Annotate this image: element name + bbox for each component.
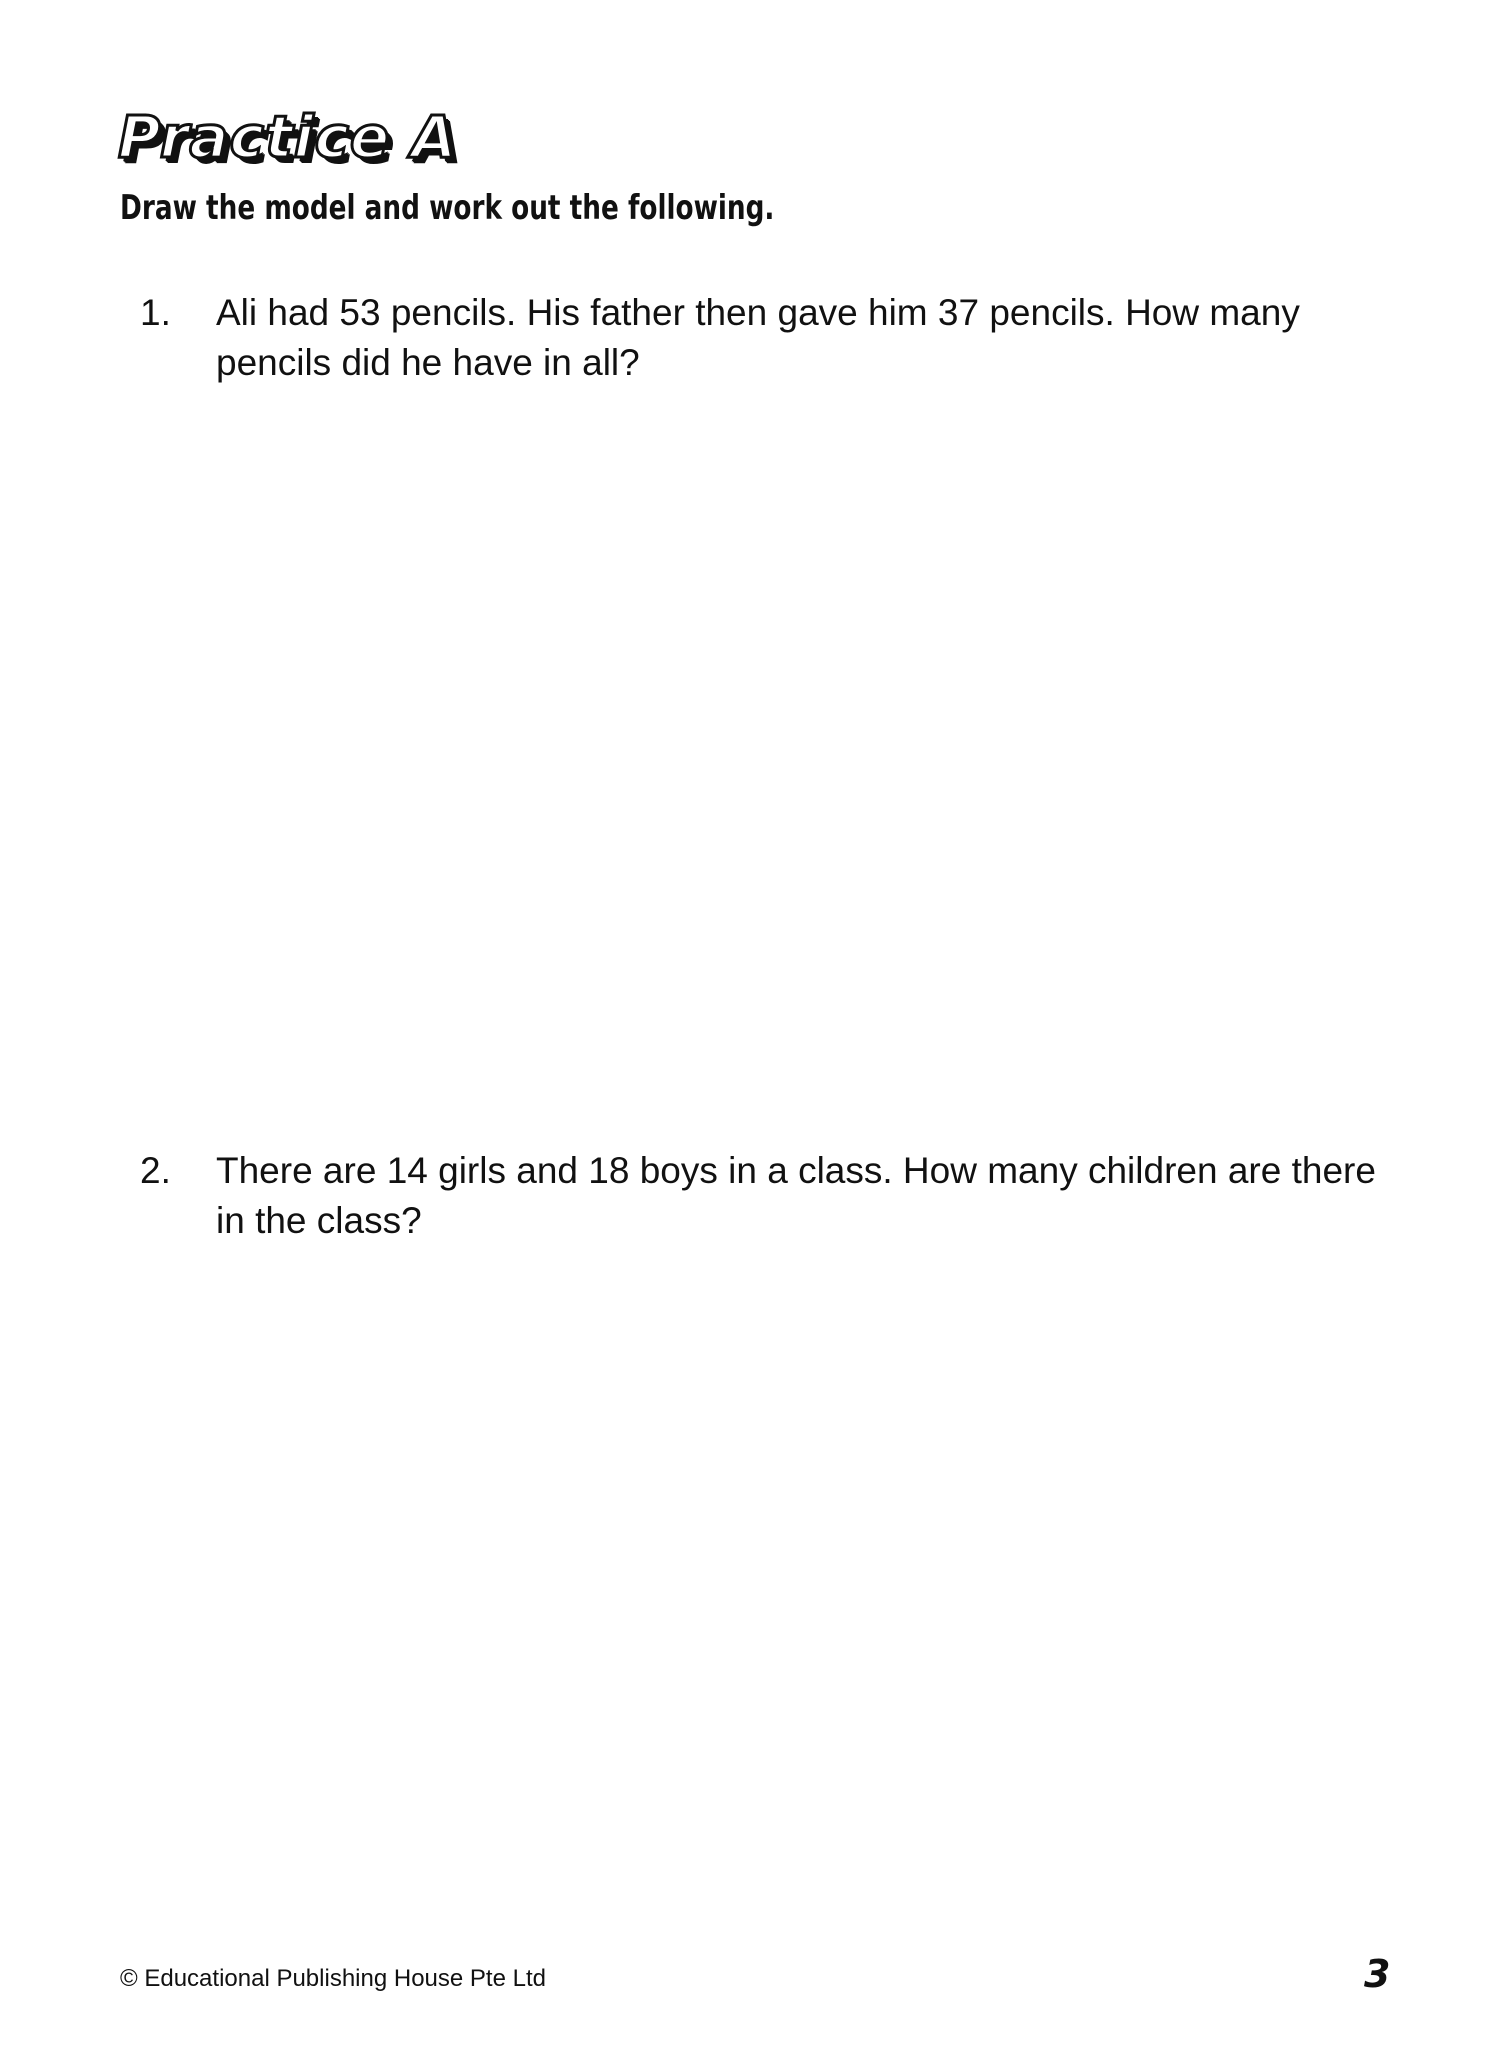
question-text: There are 14 girls and 18 boys in a class. How many children are there in the class? — [216, 1150, 1376, 1241]
question-number: 2. — [140, 1150, 171, 1191]
answer-work-area[interactable] — [140, 400, 1400, 1100]
answer-work-area[interactable] — [140, 1260, 1400, 1900]
question-number: 1. — [140, 292, 171, 333]
section-heading: Practice A — [118, 103, 458, 171]
question-text: Ali had 53 pencils. His father then gave him 37 pencils. How many pencils did he have in all? — [216, 292, 1300, 383]
page-number: 3 — [1364, 1952, 1391, 1996]
question-item — [140, 288, 1400, 388]
copyright-notice: © Educational Publishing House Pte Ltd — [120, 1965, 546, 1992]
instruction-text: Draw the model and work out the following. — [120, 188, 775, 228]
question-item — [140, 1146, 1400, 1246]
